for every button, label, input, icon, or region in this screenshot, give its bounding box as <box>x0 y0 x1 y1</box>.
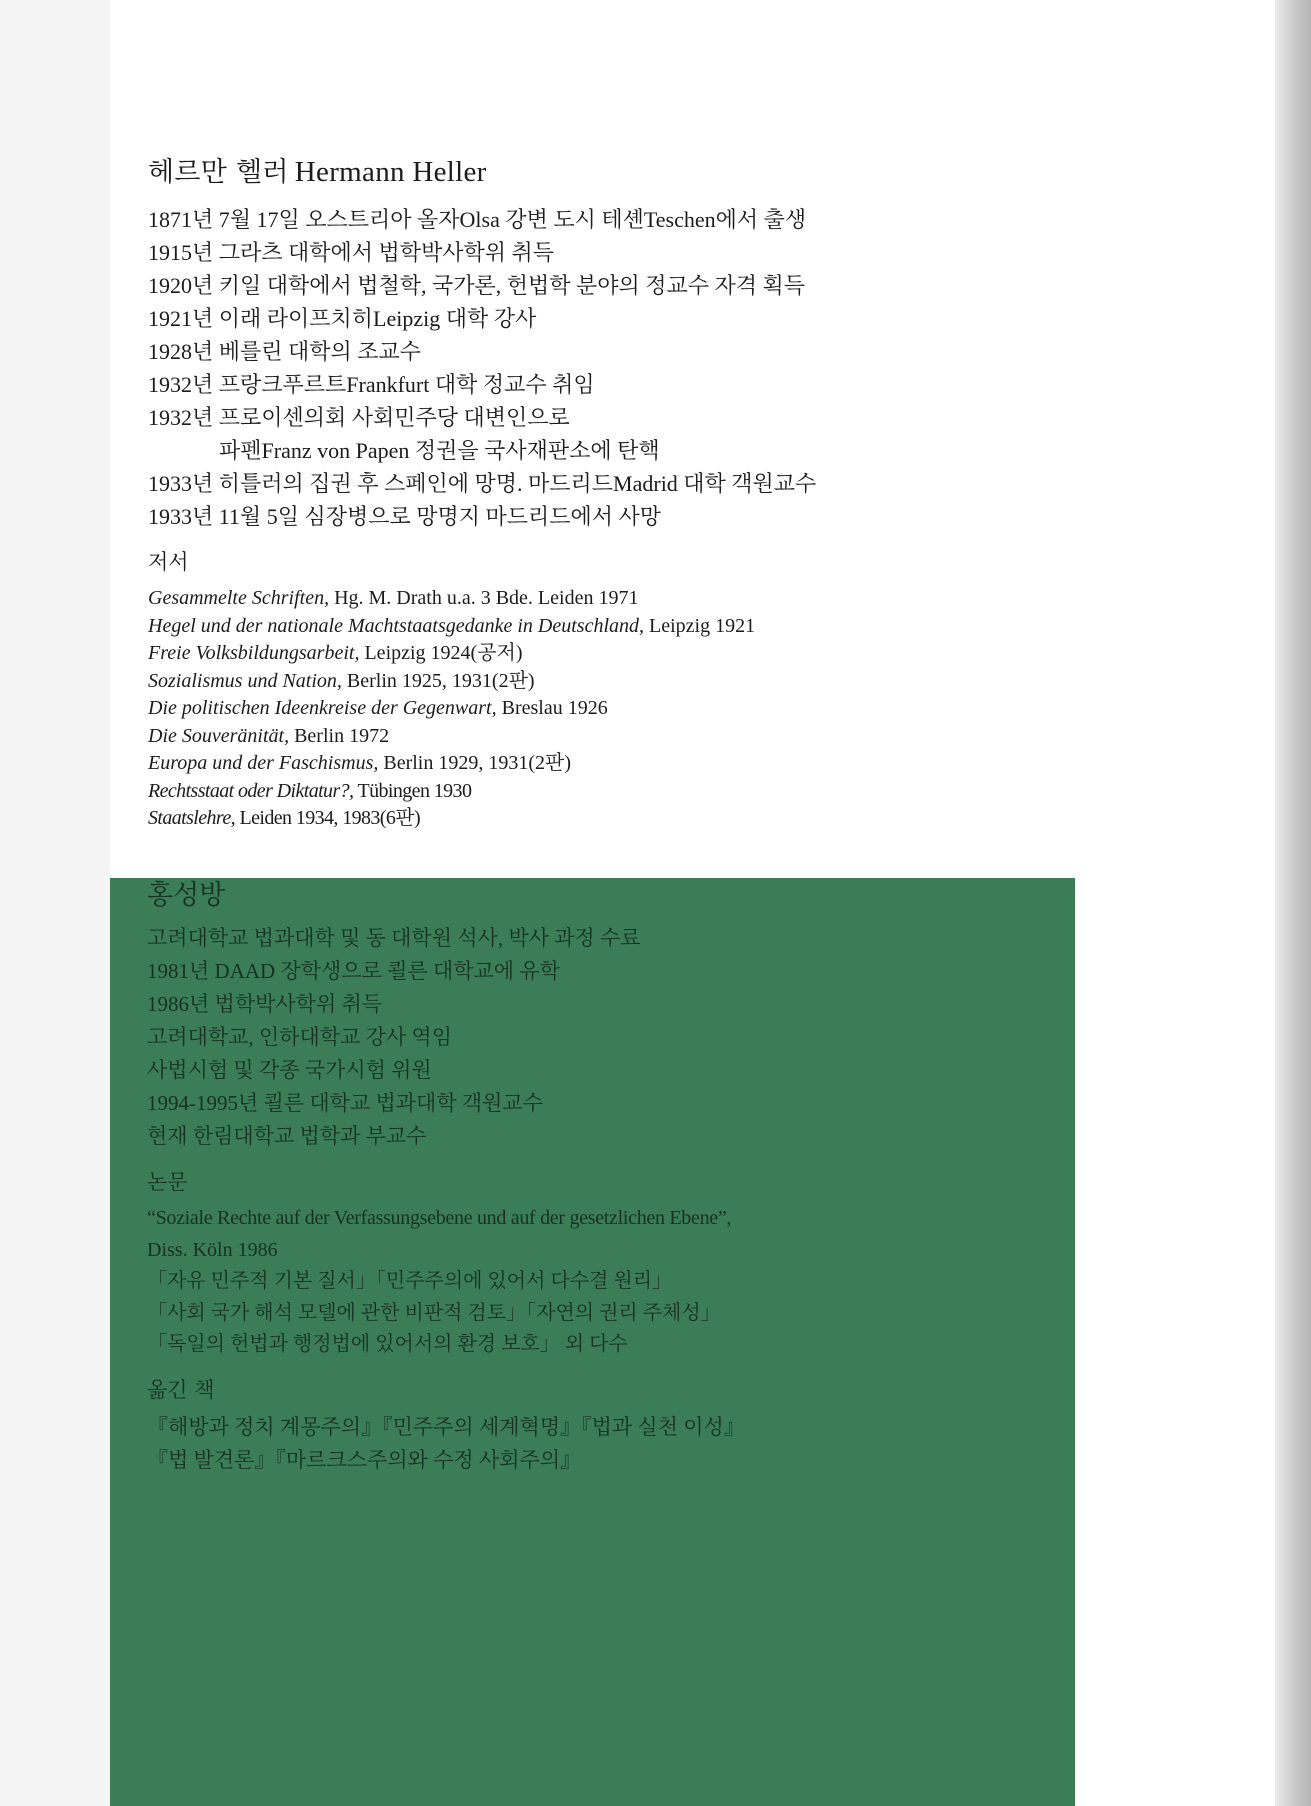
work-entry <box>148 668 848 696</box>
translator-content <box>147 878 1047 1477</box>
translator-bio <box>147 922 1047 1153</box>
work-entry <box>148 750 848 778</box>
work-title: Hegel und der nationale Machtstaatsgedanke in Deutschland, <box>148 614 645 637</box>
work-details: Hg. M. Drath u.a. 3 Bde. Leiden 1971 <box>334 587 639 609</box>
page-edge-shadow <box>1275 0 1311 1806</box>
work-entry <box>148 805 848 833</box>
work-title: Die Souveränität, <box>148 724 290 747</box>
work-details: Berlin 1925, 1931(2판) <box>346 669 535 692</box>
work-details: Leipzig 1921 <box>649 614 756 637</box>
translation-entry: 『해방과 정치 계몽주의』『민주주의 세계혁명』『법과 실천 이성』 <box>147 1414 745 1439</box>
work-details: Tübingen 1930 <box>357 779 472 802</box>
work-title: Freie Volksbildungsarbeit, <box>148 642 360 664</box>
author-bio-line: 1871년 7월 17일 오스트리아 올자Olsa 강변 도시 테셴Teschen에서 출생 <box>148 207 807 232</box>
paper-entry: 「자유 민주적 기본 질서」「민주주의에 있어서 다수결 원리」 <box>147 1270 673 1292</box>
author-bio-line: 1920년 키일 대학에서 법철학, 국가론, 헌법학 분야의 정교수 자격 획득 <box>148 273 806 298</box>
work-details: Berlin 1972 <box>294 724 390 747</box>
author-bio-line: 1928년 베를린 대학의 조교수 <box>148 339 422 364</box>
work-title: Europa und der Faschismus, <box>148 752 379 774</box>
author-section <box>148 150 848 833</box>
paper-entry: Diss. Köln 1986 <box>147 1238 278 1261</box>
work-details: Leipzig 1924(공저) <box>364 642 523 664</box>
author-bio-line: 1932년 프로이센의회 사회민주당 대변인으로 <box>148 405 570 430</box>
work-title: Die politischen Ideenkreise der Gegenwart, <box>148 697 497 719</box>
work-details: Leiden 1934, 1983(6판) <box>239 807 421 829</box>
translations-heading: 옮긴 책 <box>147 1377 215 1402</box>
work-details: Berlin 1929, 1931(2판) <box>383 752 572 774</box>
translator-name: 홍성방 <box>147 880 226 911</box>
author-bio-line: 1921년 이래 라이프치히Leipzig 대학 강사 <box>148 306 537 331</box>
author-name <box>148 150 848 195</box>
translator-bio-line: 고려대학교 법과대학 및 동 대학원 석사, 박사 과정 수료 <box>147 926 641 950</box>
paper-entry: 「독일의 헌법과 행정법에 있어서의 환경 보호」 외 다수 <box>147 1333 628 1355</box>
work-entry <box>148 640 848 668</box>
author-bio-line: 1933년 히틀러의 집권 후 스페인에 망명. 마드리드Madrid 대학 객원교수 <box>148 471 817 496</box>
works-list <box>148 585 848 833</box>
author-name-korean: 헤르만 헬러 <box>148 157 289 188</box>
translator-bio-line: 1994-1995년 쾰른 대학교 법과대학 객원교수 <box>147 1091 543 1115</box>
work-title: Gesammelte Schriften, <box>148 587 330 609</box>
work-entry <box>148 585 848 613</box>
translator-panel <box>110 878 1075 1806</box>
author-bio-line: 1915년 그라츠 대학에서 법학박사학위 취득 <box>148 240 555 265</box>
translator-bio-line: 현재 한림대학교 법학과 부교수 <box>147 1124 427 1148</box>
translation-entry: 『법 발견론』『마르크스주의와 수정 사회주의』 <box>147 1447 582 1472</box>
work-entry <box>148 613 848 641</box>
paper-entry: “Soziale Rechte auf der Verfassungsebene und auf der gesetzlichen Ebene”, <box>147 1207 732 1229</box>
paper-entry: 「사회 국가 해석 모델에 관한 비판적 검토」「자연의 권리 주체성」 <box>147 1301 721 1324</box>
translations-list <box>147 1411 1047 1477</box>
work-title: Staatslehre, <box>148 807 236 829</box>
works-heading: 저서 <box>148 550 189 574</box>
papers-list <box>147 1203 1047 1361</box>
work-title: Sozialismus und Nation, <box>148 669 342 692</box>
author-bio-line: 1932년 프랑크푸르트Frankfurt 대학 정교수 취임 <box>148 372 595 397</box>
translator-bio-line: 고려대학교, 인하대학교 강사 역임 <box>147 1025 453 1049</box>
translator-bio-line: 1981년 DAAD 장학생으로 쾰른 대학교에 유학 <box>147 959 560 983</box>
work-entry <box>148 695 848 723</box>
author-bio-line-continued: 파펜Franz von Papen 정권을 국사재판소에 탄핵 <box>219 438 660 463</box>
translator-bio-line: 사법시험 및 각종 국가시험 위원 <box>147 1058 432 1082</box>
translator-bio-line: 1986년 법학박사학위 취득 <box>147 992 383 1016</box>
work-entry <box>148 723 848 751</box>
author-bio-line: 1933년 11월 5일 심장병으로 망명지 마드리드에서 사망 <box>148 504 661 529</box>
author-name-latin: Hermann Heller <box>294 156 487 188</box>
work-entry <box>148 778 848 806</box>
papers-heading: 논문 <box>147 1170 188 1194</box>
author-bio <box>148 203 848 533</box>
work-details: Breslau 1926 <box>501 697 608 719</box>
work-title: Rechtsstaat oder Diktatur?, <box>148 779 354 802</box>
